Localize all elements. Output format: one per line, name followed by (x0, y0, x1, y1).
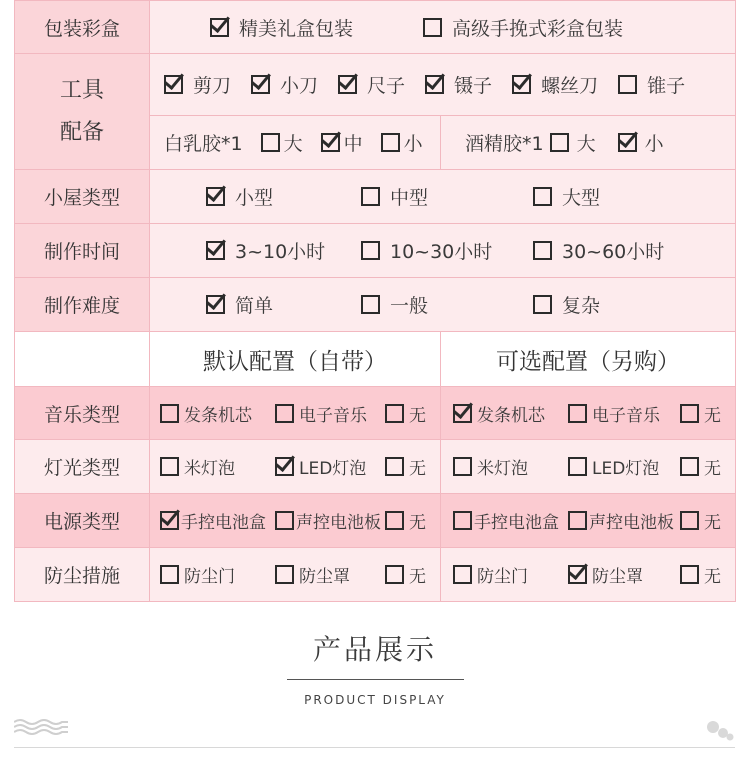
checkbox-empty-icon[interactable] (680, 404, 699, 423)
option-optional-music-wind[interactable]: 发条机芯 (453, 401, 568, 426)
option-default-dust-none[interactable]: 无 (385, 562, 426, 587)
checkbox-empty-icon[interactable] (680, 457, 699, 476)
checkbox-empty-icon[interactable] (550, 133, 569, 152)
option-time-medium[interactable]: 10~30小时 (361, 237, 533, 264)
label-build-time: 制作时间 (15, 224, 150, 278)
checkbox-checked-icon[interactable] (512, 75, 531, 94)
option-ruler[interactable]: 尺子 (338, 71, 405, 98)
checkbox-empty-icon[interactable] (453, 457, 472, 476)
checkbox-empty-icon[interactable] (275, 404, 294, 423)
checkbox-empty-icon[interactable] (533, 241, 552, 260)
option-default-power-voice[interactable]: 声控电池板 (275, 508, 385, 533)
row-power (15, 494, 736, 548)
checkbox-empty-icon[interactable] (275, 511, 294, 530)
option-alcohol-glue-large[interactable]: 大 (550, 129, 596, 156)
option-optional-dust-door[interactable]: 防尘门 (453, 562, 568, 587)
row-house-type (15, 170, 736, 224)
option-knife[interactable]: 小刀 (251, 71, 318, 98)
row-tools (15, 54, 736, 116)
option-normal[interactable]: 一般 (361, 291, 533, 318)
option-handle-box[interactable]: 高级手挽式彩盒包装 (423, 14, 623, 41)
option-default-power-manual[interactable]: 手控电池盒 (160, 508, 275, 533)
option-alcohol-glue-small[interactable]: 小 (618, 129, 664, 156)
row-packaging (15, 1, 736, 54)
option-screwdriver[interactable]: 螺丝刀 (512, 71, 598, 98)
checkbox-empty-icon[interactable] (160, 457, 179, 476)
checkbox-empty-icon[interactable] (385, 565, 404, 584)
checkbox-empty-icon[interactable] (275, 565, 294, 584)
option-awl[interactable]: 锥子 (618, 71, 685, 98)
checkbox-empty-icon[interactable] (453, 511, 472, 530)
checkbox-empty-icon[interactable] (160, 565, 179, 584)
title-underline (287, 679, 464, 680)
option-optional-light-led[interactable]: LED灯泡 (568, 454, 680, 479)
bottom-divider (14, 747, 735, 748)
option-time-short[interactable]: 3~10小时 (206, 237, 361, 264)
spec-table (14, 0, 736, 602)
label-packaging: 包装彩盒 (15, 1, 150, 54)
checkbox-empty-icon[interactable] (533, 295, 552, 314)
label-tools: 工具 配备 (15, 54, 150, 170)
white-glue-options (150, 129, 440, 156)
checkbox-checked-icon[interactable] (210, 18, 229, 37)
white-glue-label: 白乳胶*1 (164, 133, 243, 155)
checkbox-checked-icon[interactable] (568, 565, 587, 584)
checkbox-empty-icon[interactable] (680, 565, 699, 584)
section-subtitle: PRODUCT DISPLAY (304, 693, 446, 707)
option-default-light-bulb[interactable]: 米灯泡 (160, 454, 275, 479)
label-power: 电源类型 (15, 494, 150, 548)
option-optional-music-none[interactable]: 无 (680, 401, 721, 426)
option-default-light-none[interactable]: 无 (385, 454, 426, 479)
wave-decoration-icon (14, 718, 68, 736)
row-light (15, 440, 736, 494)
checkbox-empty-icon[interactable] (381, 133, 400, 152)
spec-sheet (14, 0, 735, 602)
checkbox-checked-icon[interactable] (251, 75, 270, 94)
checkbox-empty-icon[interactable] (680, 511, 699, 530)
label-music: 音乐类型 (15, 387, 150, 440)
checkbox-checked-icon[interactable] (206, 187, 225, 206)
checkbox-checked-icon[interactable] (206, 241, 225, 260)
checkbox-empty-icon[interactable] (453, 565, 472, 584)
checkbox-checked-icon[interactable] (164, 75, 183, 94)
checkbox-empty-icon[interactable] (533, 187, 552, 206)
option-gift-box[interactable]: 精美礼盒包装 (210, 14, 353, 41)
option-optional-light-bulb[interactable]: 米灯泡 (453, 454, 568, 479)
dots-decoration-icon (706, 720, 734, 742)
option-optional-power-none[interactable]: 无 (680, 508, 721, 533)
label-dust: 防尘措施 (15, 548, 150, 602)
option-default-power-none[interactable]: 无 (385, 508, 426, 533)
label-difficulty: 制作难度 (15, 278, 150, 332)
checkbox-empty-icon[interactable] (361, 295, 380, 314)
option-optional-light-none[interactable]: 无 (680, 454, 721, 479)
checkbox-empty-icon[interactable] (160, 404, 179, 423)
option-default-dust-cover[interactable]: 防尘罩 (275, 562, 385, 587)
option-optional-power-voice[interactable]: 声控电池板 (568, 508, 680, 533)
checkbox-empty-icon[interactable] (385, 404, 404, 423)
option-time-long[interactable]: 30~60小时 (533, 237, 664, 264)
section-title: 产品展示 (312, 633, 437, 666)
checkbox-empty-icon[interactable] (361, 241, 380, 260)
row-dust (15, 548, 736, 602)
checkbox-empty-icon[interactable] (568, 404, 587, 423)
checkbox-empty-icon[interactable] (385, 457, 404, 476)
row-config-header (15, 332, 736, 387)
option-optional-power-manual[interactable]: 手控电池盒 (453, 508, 568, 533)
checkbox-checked-icon[interactable] (321, 133, 340, 152)
checkbox-checked-icon[interactable] (338, 75, 357, 94)
label-light: 灯光类型 (15, 440, 150, 494)
option-large-house[interactable]: 大型 (533, 183, 600, 210)
option-default-music-wind[interactable]: 发条机芯 (160, 401, 275, 426)
packaging-options (150, 14, 735, 41)
option-easy[interactable]: 简单 (206, 291, 361, 318)
option-white-glue-large[interactable]: 大 (261, 129, 303, 156)
option-small-house[interactable]: 小型 (206, 183, 361, 210)
option-medium-house[interactable]: 中型 (361, 183, 533, 210)
header-default-config: 默认配置（自带） (150, 332, 441, 387)
row-music (15, 387, 736, 440)
checkbox-empty-icon[interactable] (385, 511, 404, 530)
checkbox-checked-icon[interactable] (425, 75, 444, 94)
option-default-music-electronic[interactable]: 电子音乐 (275, 401, 385, 426)
checkbox-empty-icon[interactable] (618, 75, 637, 94)
label-house-type: 小屋类型 (15, 170, 150, 224)
row-build-time (15, 224, 736, 278)
alcohol-glue-label: 酒精胶*1 (465, 133, 544, 155)
checkbox-checked-icon[interactable] (275, 457, 294, 476)
option-white-glue-small[interactable]: 小 (381, 129, 423, 156)
alcohol-glue-options (441, 129, 735, 156)
option-default-light-led[interactable]: LED灯泡 (275, 454, 385, 479)
option-optional-music-electronic[interactable]: 电子音乐 (568, 401, 680, 426)
header-optional-config: 可选配置（另购） (441, 332, 736, 387)
checkbox-empty-icon[interactable] (568, 511, 587, 530)
checkbox-empty-icon[interactable] (361, 187, 380, 206)
checkbox-checked-icon[interactable] (453, 404, 472, 423)
checkbox-empty-icon[interactable] (261, 133, 280, 152)
option-optional-dust-none[interactable]: 无 (680, 562, 721, 587)
checkbox-checked-icon[interactable] (618, 133, 637, 152)
option-scissors[interactable]: 剪刀 (164, 71, 231, 98)
option-complex[interactable]: 复杂 (533, 291, 600, 318)
option-white-glue-medium[interactable]: 中 (321, 129, 363, 156)
checkbox-empty-icon[interactable] (423, 18, 442, 37)
option-tweezers[interactable]: 镊子 (425, 71, 492, 98)
row-difficulty (15, 278, 736, 332)
option-default-music-none[interactable]: 无 (385, 401, 426, 426)
checkbox-empty-icon[interactable] (568, 457, 587, 476)
checkbox-checked-icon[interactable] (206, 295, 225, 314)
option-default-dust-door[interactable]: 防尘门 (160, 562, 275, 587)
tools-options (150, 71, 735, 98)
checkbox-checked-icon[interactable] (160, 511, 179, 530)
option-optional-dust-cover[interactable]: 防尘罩 (568, 562, 680, 587)
